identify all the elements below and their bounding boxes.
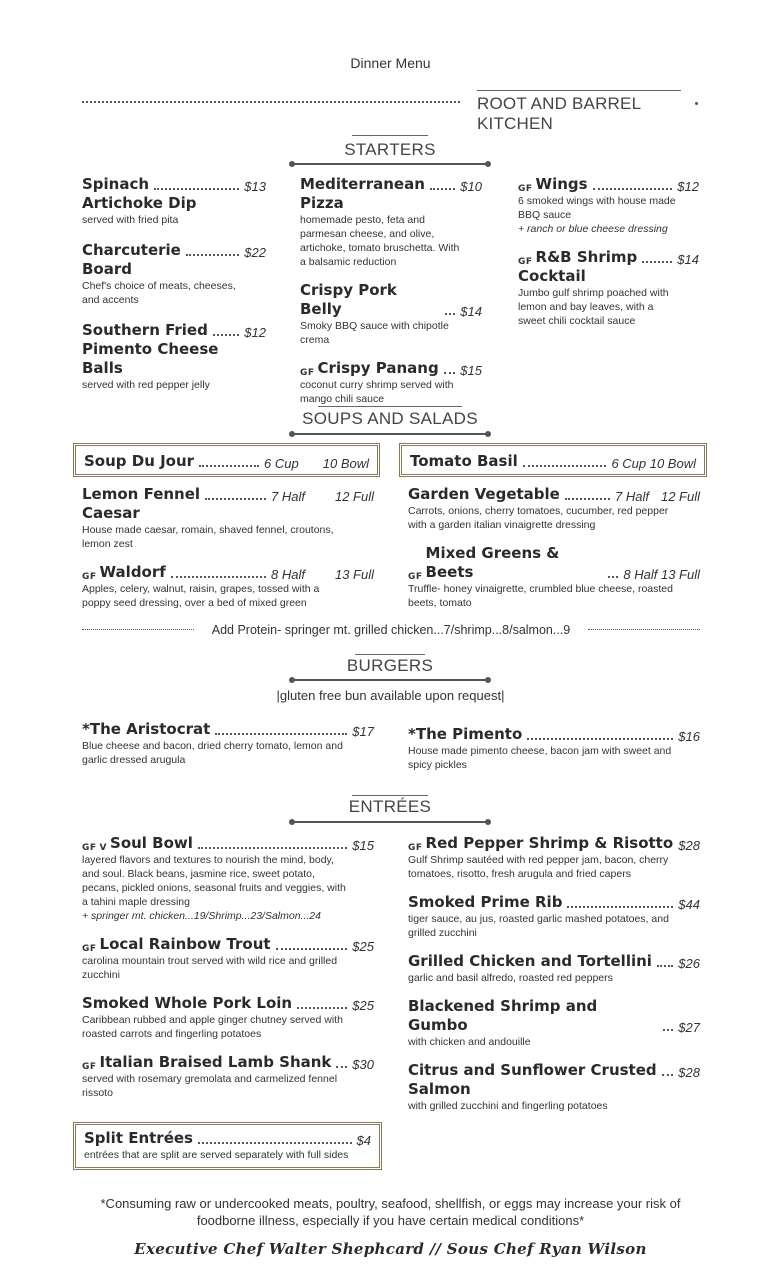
- item-price: $44: [678, 897, 700, 912]
- item-price: $12: [244, 325, 266, 340]
- item-price: $4: [356, 1133, 371, 1148]
- half-price: 8 Half: [271, 567, 305, 582]
- menu-item: [408, 1061, 700, 1113]
- protein-right-dots: [588, 629, 700, 630]
- item-price: $25: [352, 939, 374, 954]
- item-description: Jumbo gulf shrimp poached with lemon and bay leaves, with a sweet chili cocktail sauce: [518, 287, 669, 327]
- soups-rule: [292, 433, 488, 435]
- item-name-line2: Salmon: [408, 1080, 471, 1098]
- menu-item: [82, 834, 374, 923]
- item-name: Crispy Pork Belly: [300, 281, 397, 318]
- item-description: Carrots, onions, cherry tomatoes, cucumber, red pepper with a garden italian vinaigrette dressing: [408, 505, 669, 531]
- item-note: + springer mt. chicken...19/Shrimp...23/Salmon...24: [82, 910, 321, 922]
- item-price: $13: [244, 179, 266, 194]
- item-price: $17: [352, 724, 374, 739]
- menu-item: [408, 834, 700, 881]
- menu-subtitle: Dinner Menu: [350, 55, 431, 71]
- item-description: served with red pepper jelly: [82, 379, 210, 391]
- entrees-left-column: [82, 834, 374, 1100]
- menu-item: [82, 485, 374, 551]
- item-description: entrées that are split are served separately with full sides: [84, 1149, 349, 1161]
- entrees-right-column: [408, 834, 700, 1113]
- item-price: $26: [678, 956, 700, 971]
- item-description: Truffle- honey vinaigrette, crumbled blue cheese, roasted beets, tomato: [408, 583, 673, 609]
- full-price: 12 Full: [660, 489, 700, 504]
- gf-tag: GF: [300, 368, 315, 378]
- item-price: $10: [460, 179, 482, 194]
- item-name: Waldorf: [99, 563, 166, 581]
- item-description: House made pimento cheese, bacon jam with sweet and spicy pickles: [408, 745, 672, 771]
- menu-item: [408, 952, 700, 985]
- item-description: with chicken and andouille: [408, 1036, 531, 1048]
- soup-cup-price: 6 Cup: [264, 456, 299, 471]
- item-name: Garden Vegetable: [408, 485, 560, 503]
- half-price: 7 Half: [615, 489, 649, 504]
- item-price: $27: [678, 1020, 700, 1035]
- salads-left-column: [82, 485, 374, 610]
- item-name: Southern Fried: [82, 321, 208, 339]
- item-price: $15: [460, 363, 482, 378]
- menu-item: [82, 241, 266, 307]
- item-name: Tomato Basil: [410, 452, 518, 470]
- menu-item: [300, 175, 482, 269]
- entrees-rule: [292, 821, 488, 823]
- vegan-tag: V: [99, 843, 108, 853]
- item-name: Italian Braised Lamb Shank: [99, 1053, 332, 1071]
- item-name-line2: Artichoke Dip: [82, 194, 197, 212]
- item-price: $22: [244, 245, 266, 260]
- item-name: Smoked Whole Pork Loin: [82, 994, 293, 1012]
- item-name-line2: Caesar: [82, 504, 140, 522]
- gf-tag: GF: [518, 257, 533, 267]
- item-description: Chef's choice of meats, cheeses, and accents: [82, 280, 236, 306]
- item-price: 6 Cup 10 Bowl: [611, 456, 696, 471]
- full-price: 13 Full: [334, 567, 374, 582]
- chef-credits: Executive Chef Walter Shephcard // Sous Chef Ryan Wilson: [134, 1240, 647, 1258]
- menu-item: [518, 248, 699, 328]
- item-name: *The Aristocrat: [82, 720, 211, 738]
- item-price: $25: [352, 998, 374, 1013]
- soup-bowl-price: 10 Bowl: [322, 456, 369, 471]
- item-description: with grilled zucchini and fingerling potatoes: [408, 1100, 608, 1112]
- item-name-line2: Cocktail: [518, 267, 586, 285]
- item-name: *The Pimento: [408, 725, 523, 743]
- protein-left-dots: [82, 629, 194, 630]
- item-name: Local Rainbow Trout: [99, 935, 271, 953]
- item-description: Caribbean rubbed and apple ginger chutney served with roasted carrots and fingerling potatoes: [82, 1014, 343, 1040]
- gf-tag: GF: [408, 572, 423, 582]
- menu-item: [408, 893, 700, 940]
- soups-top-rule: [318, 406, 462, 407]
- burgers-top-rule: [355, 654, 425, 655]
- menu-item: [518, 175, 699, 236]
- split-entrees-box: [73, 1122, 382, 1170]
- starters-top-rule: [352, 135, 428, 136]
- gluten-free-note: |gluten free bun available upon request|: [276, 688, 505, 703]
- soups-title: SOUPS AND SALADS: [302, 409, 478, 428]
- menu-item: [408, 544, 700, 610]
- item-name: Grilled Chicken and Tortellini: [408, 952, 652, 970]
- item-name: Split Entrées: [84, 1129, 193, 1147]
- entrees-title: ENTRÉES: [348, 797, 432, 816]
- starters-rule: [292, 163, 488, 165]
- item-name-line2: Pimento Cheese Balls: [82, 340, 219, 377]
- menu-item: [408, 485, 700, 532]
- menu-item: [82, 935, 374, 982]
- item-name: Mixed Greens & Beets: [425, 544, 560, 581]
- item-price: $30: [352, 1057, 374, 1072]
- menu-item: [82, 1053, 374, 1100]
- menu-item: [300, 359, 482, 406]
- item-description: served with rosemary gremolata and carmelized fennel rissoto: [82, 1073, 338, 1099]
- item-description: homemade pesto, feta and parmesan cheese, and olive, artichoke, tomato bruschetta. With a balsamic reduction: [300, 214, 460, 268]
- item-description: 6 smoked wings with house made BBQ sauce: [518, 195, 676, 221]
- tomato-basil-box: [399, 443, 707, 477]
- item-price: $14: [677, 252, 699, 267]
- item-description: carolina mountain trout served with wild rice and grilled zucchini: [82, 955, 338, 981]
- item-price: $15: [352, 838, 374, 853]
- item-price: 8 Half 13 Full: [623, 567, 700, 582]
- menu-item: [82, 994, 374, 1041]
- burgers-title: BURGERS: [346, 656, 434, 675]
- warning-line-1: *Consuming raw or undercooked meats, poultry, seafood, shellfish, or eggs may increase your risk of: [100, 1196, 681, 1211]
- item-name: Spinach: [82, 175, 150, 193]
- burger-item: [82, 720, 374, 767]
- item-name: Crispy Panang: [317, 359, 439, 377]
- item-price: $12: [677, 179, 699, 194]
- gf-tag: GF: [82, 1062, 97, 1072]
- starters-column-3: [518, 175, 699, 328]
- gf-tag: GF: [82, 944, 97, 954]
- menu-item: [82, 563, 374, 610]
- header-title-rule: [477, 90, 681, 91]
- item-description: layered flavors and textures to nourish the mind, body, and soul. Black beans, jasmine rice, sweet potato, pecans, pickled onions, seasonal fruits and veggies, with a tahini maple dressing: [82, 854, 346, 908]
- gf-tag: GF: [408, 843, 423, 853]
- item-description: Gulf Shrimp sautéed with red pepper jam, bacon, cherry tomatoes, risotto, fresh arugula and fried capers: [408, 854, 669, 880]
- item-description: served with fried pita: [82, 214, 179, 226]
- gf-tag: GF: [82, 843, 97, 853]
- item-price: $28: [678, 1065, 700, 1080]
- restaurant-name: ROOT AND BARREL KITCHEN: [477, 94, 641, 133]
- item-name: Wings: [535, 175, 588, 193]
- full-price: 12 Full: [334, 489, 374, 504]
- item-price: $28: [678, 838, 700, 853]
- header-dot: [695, 102, 698, 105]
- item-name: Red Pepper Shrimp & Risotto: [425, 834, 674, 852]
- item-price: $14: [460, 304, 482, 319]
- burgers-rule: [292, 679, 488, 681]
- item-name-line2: Pizza: [300, 194, 344, 212]
- item-name: Charcuterie: [82, 241, 181, 259]
- header-dotted-rule: [82, 101, 460, 103]
- item-description: garlic and basil alfredo, roasted red peppers: [408, 972, 613, 984]
- starters-column-2: [300, 175, 482, 406]
- starters-title: STARTERS: [344, 140, 436, 159]
- item-description: tiger sauce, au jus, roasted garlic mashed potatoes, and grilled zucchini: [408, 913, 669, 939]
- burger-item: [408, 725, 700, 772]
- item-description: Smoky BBQ sauce with chipotle crema: [300, 320, 449, 346]
- soup-du-jour-box: [73, 443, 380, 477]
- menu-item: [408, 997, 700, 1049]
- item-description: coconut curry shrimp served with mango chili sauce: [300, 379, 454, 405]
- menu-item: [300, 281, 482, 347]
- salads-right-column: [408, 485, 700, 610]
- item-note: + ranch or blue cheese dressing: [518, 223, 668, 235]
- item-name: Citrus and Sunflower Crusted: [408, 1061, 657, 1079]
- item-name: Smoked Prime Rib: [408, 893, 563, 911]
- item-name: Soup Du Jour: [84, 452, 195, 470]
- starters-column-1: [82, 175, 266, 392]
- item-name: Lemon Fennel: [82, 485, 201, 503]
- item-description: House made caesar, romain, shaved fennel, croutons, lemon zest: [82, 524, 334, 550]
- add-protein-line: Add Protein- springer mt. grilled chicken...7/shrimp...8/salmon...9: [211, 623, 571, 637]
- half-price: 7 Half: [271, 489, 305, 504]
- item-name: R&B Shrimp: [535, 248, 638, 266]
- entrees-top-rule: [352, 795, 428, 796]
- item-name: Soul Bowl: [110, 834, 193, 852]
- gf-tag: GF: [518, 184, 533, 194]
- warning-line-2: foodborne illness, especially if you have certain medical conditions*: [196, 1213, 585, 1228]
- item-name-line2: Board: [82, 260, 132, 278]
- menu-item: [82, 175, 266, 227]
- item-description: Blue cheese and bacon, dried cherry tomato, lemon and garlic dressed arugula: [82, 740, 343, 766]
- item-name: Blackened Shrimp and Gumbo: [408, 997, 598, 1034]
- item-description: Apples, celery, walnut, raisin, grapes, tossed with a poppy seed dressing, over a bed of mixed green: [82, 583, 320, 609]
- raw-food-warning: [0, 1195, 781, 1229]
- item-price: $16: [678, 729, 700, 744]
- menu-item: [82, 321, 266, 392]
- item-name: Mediterranean: [300, 175, 425, 193]
- gf-tag: GF: [82, 572, 97, 582]
